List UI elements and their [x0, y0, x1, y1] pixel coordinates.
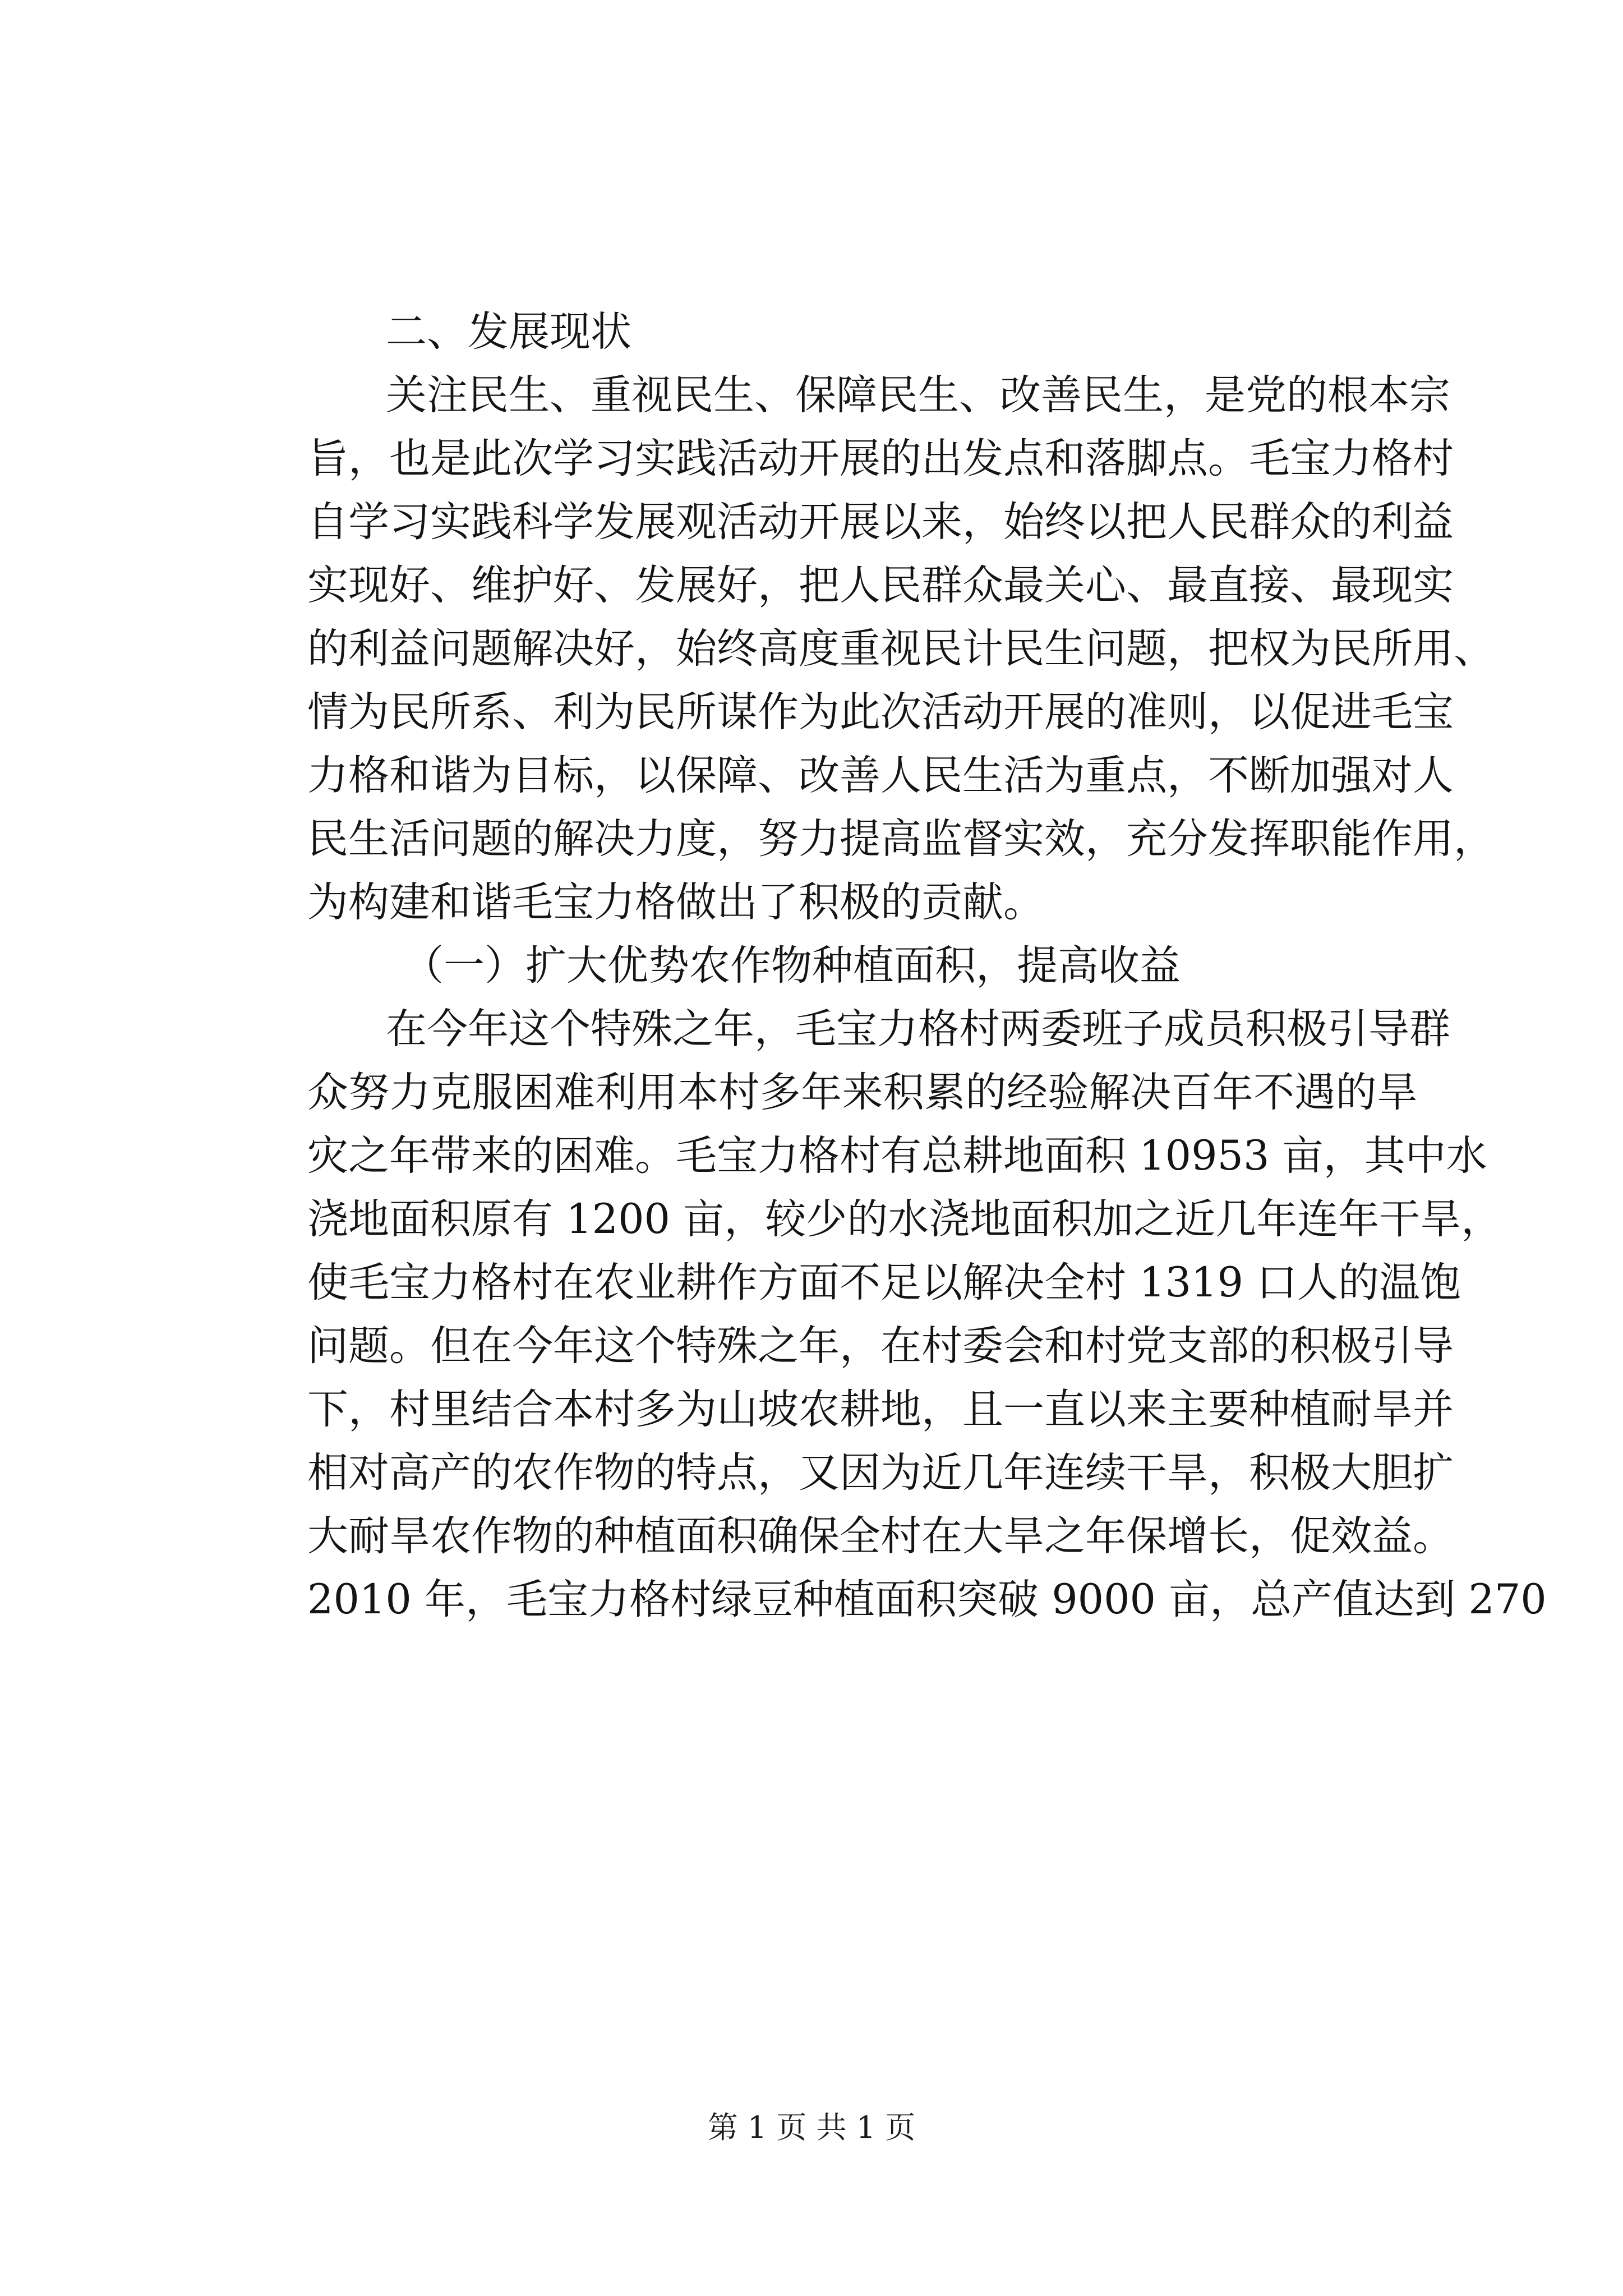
- paragraph-line: 浇地面积原有 1200 亩，较少的水浇地面积加之近几年连年干旱，: [307, 1195, 1502, 1243]
- paragraph-line: 众努力克服困难利用本村多年来积累的经验解决百年不遇的旱: [307, 1069, 1418, 1116]
- section-heading: 二、发展现状: [386, 308, 631, 356]
- paragraph-line: 在今年这个特殊之年，毛宝力格村两委班子成员积极引导群: [386, 1005, 1450, 1053]
- paragraph-line: 情为民所系、利为民所谋作为此次活动开展的准则，以促进毛宝: [307, 688, 1454, 736]
- paragraph-line: 下，村里结合本村多为山坡农耕地，且一直以来主要种植耐旱并: [307, 1386, 1454, 1433]
- paragraph-line: 使毛宝力格村在农业耕作方面不足以解决全村 1319 口人的温饱: [307, 1259, 1461, 1306]
- paragraph-line: 为构建和谐毛宝力格做出了积极的贡献。: [307, 878, 1044, 926]
- paragraph-1: [307, 364, 1495, 934]
- paragraph-line: 民生活问题的解决力度，努力提高监督实效，充分发挥职能作用，: [307, 815, 1495, 863]
- paragraph-line: 旨，也是此次学习实践活动开展的出发点和落脚点。毛宝力格村: [307, 435, 1454, 482]
- paragraph-line: 力格和谐为目标，以保障、改善人民生活为重点，不断加强对人: [307, 752, 1454, 799]
- document-body: [307, 300, 1547, 1631]
- paragraph-line: 问题。但在今年这个特殊之年，在村委会和村党支部的积极引导: [307, 1322, 1454, 1370]
- paragraph-line: 的利益问题解决好，始终高度重视民计民生问题，把权为民所用、: [307, 625, 1495, 673]
- paragraph-line: 2010 年，毛宝力格村绿豆种植面积突破 9000 亩，总产值达到 270: [307, 1576, 1547, 1623]
- paragraph-line: 大耐旱农作物的种植面积确保全村在大旱之年保增长，促效益。: [307, 1512, 1454, 1560]
- paragraph-line: 实现好、维护好、发展好，把人民群众最关心、最直接、最现实: [307, 562, 1454, 609]
- paragraph-line: 灾之年带来的困难。毛宝力格村有总耕地面积 10953 亩，其中水: [307, 1132, 1487, 1180]
- subheading: （一）扩大优势农作物种植面积，提高收益: [403, 942, 1181, 990]
- page-footer: 第 1 页 共 1 页: [707, 2110, 916, 2145]
- paragraph-line: 关注民生、重视民生、保障民生、改善民生，是党的根本宗: [386, 371, 1450, 419]
- paragraph-2: [307, 997, 1547, 1631]
- paragraph-line: 自学习实践科学发展观活动开展以来，始终以把人民群众的利益: [307, 498, 1454, 546]
- paragraph-line: 相对高产的农作物的特点，又因为近几年连续干旱，积极大胆扩: [307, 1449, 1454, 1497]
